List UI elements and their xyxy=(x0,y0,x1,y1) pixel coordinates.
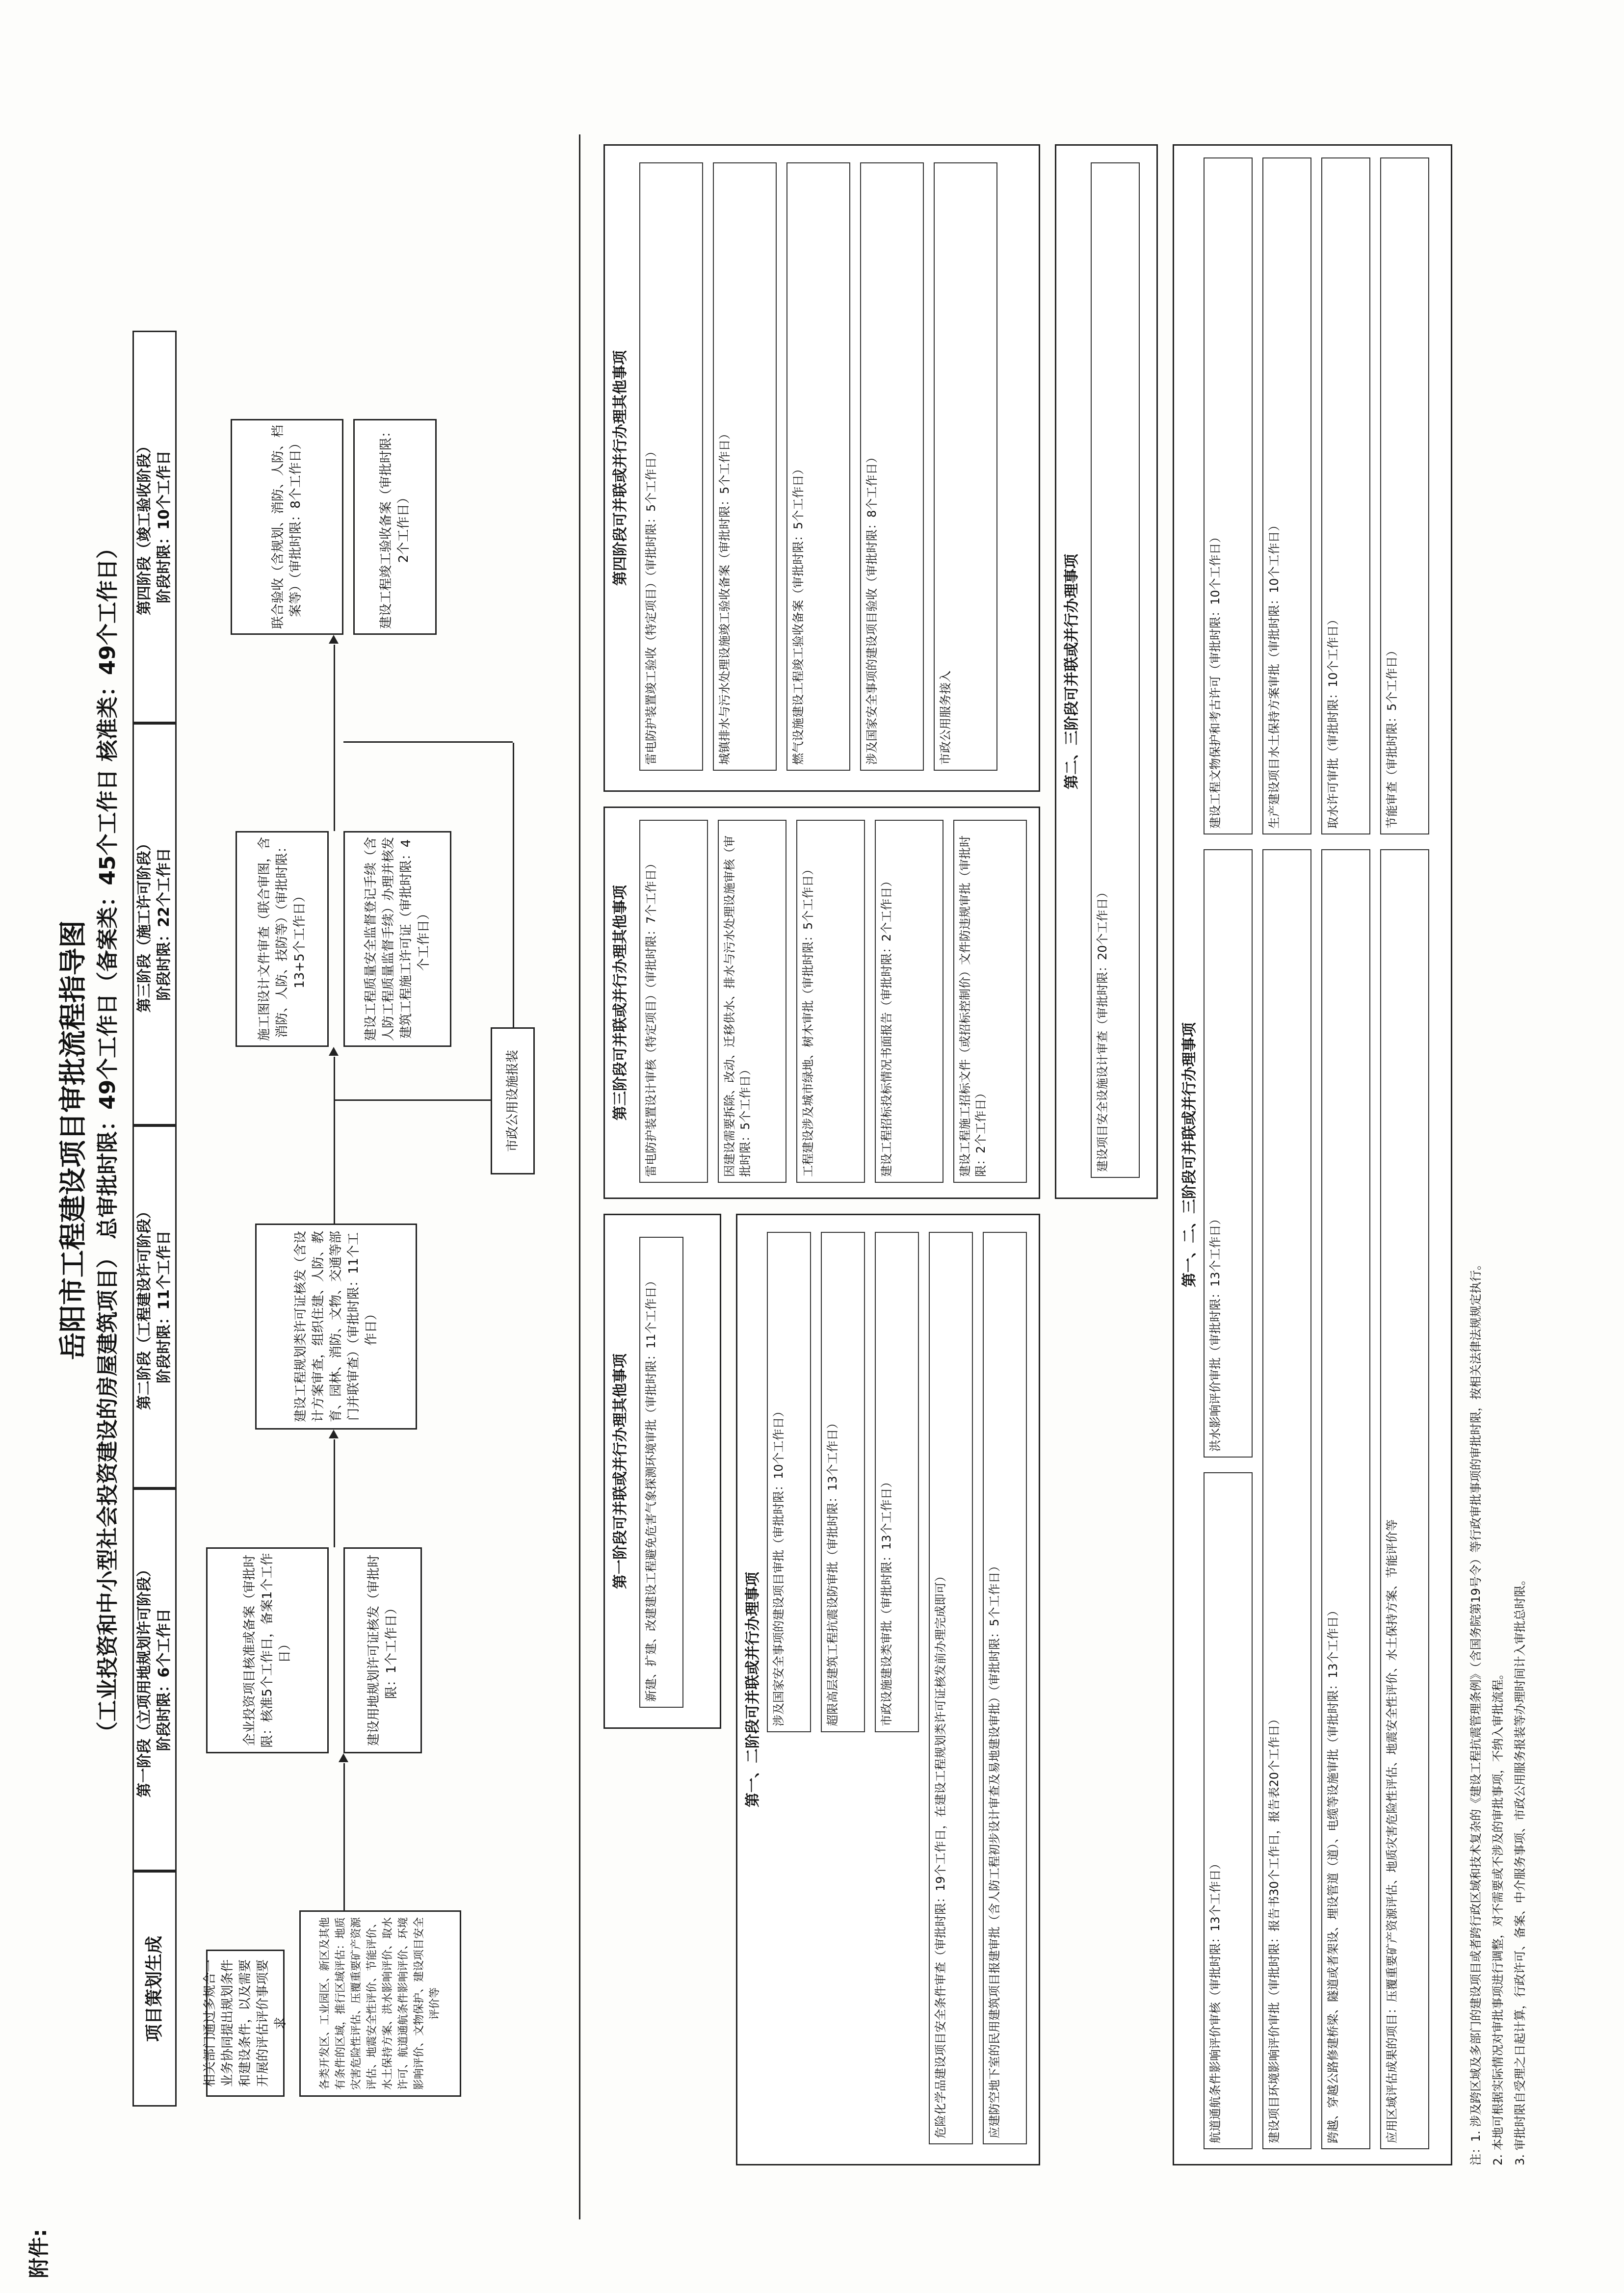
list-item: 城镇排水与污水处理设施竣工验收备案（审批时限：5个工作日） xyxy=(713,162,777,771)
list-item: 超限高层建筑工程抗震设防审批（审批时限：13个工作日） xyxy=(821,1232,865,1732)
list-item: 因建设需要拆除、改动、迁移供水、排水与污水处理设施审核（审批时限：5个工作日） xyxy=(718,820,786,1183)
stage3-box-2: 建设工程质量安全监督登记手续（含人防工程质量监督手续）办理并核发建筑工程施工许可证（审批时限：4个工作日） xyxy=(343,831,451,1047)
list-item: 航道通航条件影响评价审核（审批时限：13个工作日） xyxy=(1204,1472,1253,2149)
stage-header-2 xyxy=(132,1125,177,1488)
note-1: 注：1. 涉及跨区域及多部门的建设项目或者跨行政区域和技术复杂的《建设工程抗震管理条例》（含国务院第19号令）等行政审批事项的审批时限，按相关法律法规规定执行。 xyxy=(1469,1258,1483,2165)
stage2-box-1: 建设工程规划类许可证核发（含设计方案审查，组织住建、人防、教育、园林、消防、文物、交通等部门并联审查）（审批时限：11个工作日） xyxy=(255,1224,417,1430)
stage1-box-2: 建设用地规划许可证核发（审批时限：1个工作日） xyxy=(343,1547,422,1753)
list-item: 雷电防护装置设计审核（特定项目）（审批时限：7个工作日） xyxy=(639,820,708,1183)
stage-limit: 阶段时限：10个工作日 xyxy=(156,450,173,603)
list-item: 节能审查（审批时限：5个工作日） xyxy=(1380,157,1429,834)
stage-header-planning xyxy=(132,1871,177,2107)
list-item: 市政设施建设类审批（审批时限：13个工作日） xyxy=(875,1232,919,1732)
stage-name: 项目策划生成 xyxy=(144,1936,164,2042)
stage4-box-2: 建设工程竣工验收备案（审批时限：2个工作日） xyxy=(353,419,437,635)
list-item: 建设项目环境影响评价审批（审批时限：报告书30个工作日，报告表20个工作日） xyxy=(1262,849,1311,2149)
list-item: 建设项目安全设施设计审查（审批时限：20个工作日） xyxy=(1091,162,1140,1178)
connector-stage1-stage2 xyxy=(334,1439,335,1547)
stage-name: 第四阶段（竣工验收阶段） xyxy=(136,439,153,615)
list-item: 建设工程文物保护和考古许可（审批时限：10个工作日） xyxy=(1204,157,1253,834)
list-item: 涉及国家安全事项的建设项目验收（审批时限：8个工作日） xyxy=(860,162,924,771)
section-stage3-parallel xyxy=(603,807,1040,1199)
attachment-label: 附件: xyxy=(27,2229,51,2278)
arrow-right-icon xyxy=(329,635,339,644)
list-item: 建设工程施工招标文件（或招标控制价）文件防违规审批（审批时限：2个工作日） xyxy=(953,820,1027,1183)
connector-planning-stage1 xyxy=(343,1763,345,1910)
stage3-box-1: 施工图设计文件审查（联合审图，含消防、人防、技防等）（审批时限：13+5个工作日） xyxy=(236,831,329,1047)
list-item: 应建防空地下室的民用建筑项目报建审批（含人防工程初步设计审查及易地建设审批）（审批时限：5个工作日） xyxy=(983,1232,1027,2144)
list-item: 雷电防护装置竣工验收（特定项目）（审批时限：5个工作日） xyxy=(639,162,703,771)
list-item: 涉及国家安全事项的建设项目审批（审批时限：10个工作日） xyxy=(767,1232,811,1732)
section-title: 第一、二、三阶段可并联或并行办理事项 xyxy=(1181,1022,1198,1287)
connector-to-utility xyxy=(334,1099,491,1101)
section-title: 第一阶段可并联或并行办理其他事项 xyxy=(612,1354,629,1589)
stage-limit: 阶段时限：22个工作日 xyxy=(156,848,173,1001)
page-title: 岳阳市工程建设项目审批流程指导图 xyxy=(57,920,89,1360)
section-stage23-parallel xyxy=(1055,144,1158,1199)
stage4-box-1: 联合验收（含规划、消防、人防、档案等）（审批时限：8个工作日） xyxy=(231,419,343,635)
arrow-right-icon xyxy=(329,1047,339,1056)
section-title: 第二、三阶段可并联或并行办理事项 xyxy=(1063,554,1080,789)
list-item: 跨越、穿越公路修建桥梁、隧道或者架设、埋设管道（道）、电缆等设施审批（审批时限：13个工作日） xyxy=(1321,849,1370,2149)
list-item: 生产建设项目水土保持方案审批（审批时限：10个工作日） xyxy=(1262,157,1311,834)
section-title: 第四阶段可并联或并行办理其他事项 xyxy=(612,350,629,586)
section-stage12-parallel xyxy=(736,1214,1040,2165)
section-title: 第一、二阶段可并联或并行办理事项 xyxy=(744,1572,761,1807)
section-stage4-parallel xyxy=(603,144,1040,792)
note-2: 2. 本地可根据实际情况对审批事项进行调整，对不需要或不涉及的审批事项，不纳入审批流程。 xyxy=(1491,1668,1505,2165)
connector-stage3-stage4 xyxy=(334,645,335,831)
list-item: 洪水影响评价审批（审批时限：13个工作日） xyxy=(1204,849,1253,1458)
stage-header-4 xyxy=(132,331,177,723)
divider xyxy=(579,134,580,2219)
section-title: 第三阶段可并联或并行办理其他事项 xyxy=(612,885,629,1120)
stage-limit: 阶段时限：6个工作日 xyxy=(156,1608,173,1751)
arrow-right-icon xyxy=(329,1430,339,1438)
stage-name: 第一阶段（立项用地规划许可阶段） xyxy=(136,1562,153,1798)
list-item: 建设工程招标投标情况书面报告（审批时限：2个工作日） xyxy=(875,820,943,1183)
arrow-right-icon xyxy=(339,1753,348,1762)
section-all-parallel xyxy=(1173,144,1452,2165)
connector-utility-stage4 xyxy=(513,743,514,1027)
connector-stage2-stage3 xyxy=(334,1057,335,1224)
stage1-box-1: 企业投资项目核准或备案（审批时限：核准5个工作日，备案1个工作日） xyxy=(206,1547,329,1753)
list-item: 危险化学品建设项目安全条件审查（审批时限：19个工作日，在建设工程规划类许可证核发前办理完成即可） xyxy=(929,1232,973,2144)
stage-name: 第三阶段（施工许可阶段） xyxy=(136,836,153,1013)
list-item: 燃气设施建设工程竣工验收备案（审批时限：5个工作日） xyxy=(786,162,850,771)
stage-header-3 xyxy=(132,723,177,1125)
list-item: 取水许可审批（审批时限：10个工作日） xyxy=(1321,157,1370,834)
planning-box-1: 相关部门通过多规合一业务协同提出规划条件和建设条件，以及需要开展的评估评价事项要求 xyxy=(206,1950,285,2097)
planning-box-2: 各类开发区、工业园区、新区及其他有条件的区域，推行区域评估：地质灾害危险性评估、压覆重要矿产资源评估、地震安全性评价、节能评价、水土保持方案、洪水影响评价、取水许可、航道通航条件影响评价、环境影响评价、文物保护、建设项目安全评价等 xyxy=(299,1910,461,2097)
stage-limit: 阶段时限：11个工作日 xyxy=(156,1230,173,1383)
stage-name: 第二阶段（工程建设许可阶段） xyxy=(136,1204,153,1410)
page-subtitle: （工业投资和中小型社会投资建设的房屋建筑项目） 总审批时限：49个工作日（备案类：45个工作日 核准类：49个工作日） xyxy=(95,537,120,1744)
list-item: 市政公用服务接入 xyxy=(934,162,997,771)
note-3: 3. 审批时限自受理之日起计算，行政许可、备案、中介服务事项、市政公用服务报装等办理时间计入审批总时限。 xyxy=(1513,1573,1527,2165)
list-item: 工程建设涉及城市绿地、树木审批（审批时限：5个工作日） xyxy=(796,820,865,1183)
stage3-box-3: 市政公用设施报装 xyxy=(491,1027,535,1174)
stage-header-1 xyxy=(132,1488,177,1871)
list-item: 应用区域评估成果的项目：压覆重要矿产资源评估、地质灾害危险性评估、地震安全性评价、水土保持方案、节能评价等 xyxy=(1380,849,1429,2149)
list-item: 新建、扩建、改建建设工程避免危害气象探测环境审批（审批时限：11个工作日） xyxy=(639,1237,683,1708)
section-stage1-parallel xyxy=(603,1214,721,1729)
connector-utility-stage4-v xyxy=(343,741,513,743)
